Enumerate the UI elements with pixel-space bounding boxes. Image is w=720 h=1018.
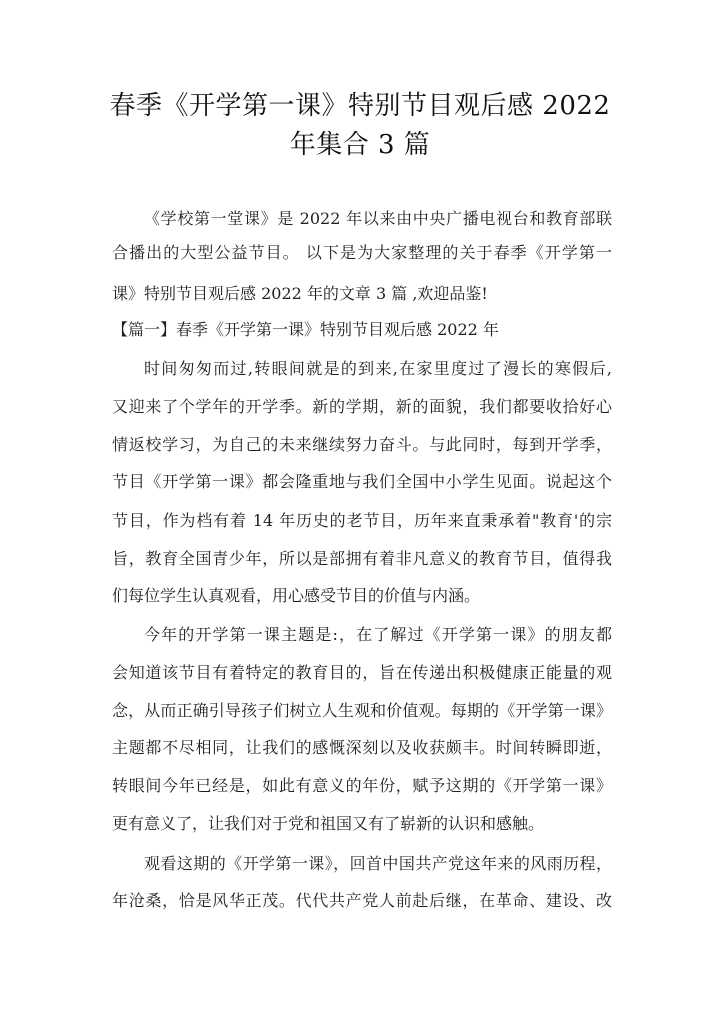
paragraph1-line-4: 节目《开学第一课》都会隆重地与我们全国中小学生见面。说起这个 (112, 472, 612, 491)
paragraph2-line-2: 会知道该节目有着特定的教育目的，旨在传递出积极健康正能量的观 (112, 663, 612, 682)
paragraph2-line-5: 转眼间今年已经是，如此有意义的年份，赋予这期的《开学第一课》 (112, 776, 612, 795)
paragraph3-line-1: 观看这期的《开学第一课》，回首中国共产党这年来的风雨历程， (144, 854, 612, 873)
document-title-line-1: 春季《开学第一课》特别节目观后感 2022 (109, 91, 611, 121)
section-heading: 【篇一】春季《开学第一课》特别节目观后感 2022 年 (112, 320, 499, 339)
paragraph1-line-2: 又迎来了个学年的开学季。新的学期，新的面貌，我们都要收拾好心 (112, 397, 612, 416)
intro-line-2: 合播出的大型公益节目。 以下是为大家整理的关于春季《开学第一 (112, 243, 612, 262)
intro-line-3: 课》特别节目观后感 2022 年的文章 3 篇 ,欢迎品鉴! (112, 284, 488, 303)
paragraph1-line-6: 旨，教育全国青少年，所以是部拥有着非凡意义的教育节目，值得我 (112, 549, 612, 568)
paragraph2-line-1: 今年的开学第一课主题是:，在了解过《开学第一课》的朋友都 (144, 625, 612, 644)
paragraph2-line-3: 念，从而正确引导孩子们树立人生观和价值观。每期的《开学第一课》 (112, 701, 612, 720)
document-title-line-2: 年集合 3 篇 (289, 130, 431, 160)
paragraph2-line-6: 更有意义了，让我们对于党和祖国又有了崭新的认识和感触。 (112, 814, 545, 833)
paragraph1-line-5: 节目，作为档有着 14 年历史的老节目，历年来直秉承着"教育'的宗 (112, 511, 612, 530)
paragraph1-line-3: 情返校学习，为自己的未来继续努力奋斗。与此同时，每到开学季， (112, 435, 612, 454)
paragraph1-line-7: 们每位学生认真观看，用心感受节目的价值与内涵。 (112, 586, 481, 605)
paragraph1-line-1: 时间匆匆而过,转眼间就是的到来,在家里度过了漫长的寒假后, (144, 359, 612, 378)
paragraph2-line-4: 主题都不尽相同，让我们的感慨深刻以及收获颇丰。时间转瞬即逝， (112, 738, 612, 757)
paragraph3-line-2: 年沧桑，恰是风华正茂。代代共产党人前赴后继，在革命、建设、改 (112, 891, 612, 910)
intro-line-1: 《学校第一堂课》是 2022 年以来由中央广播电视台和教育部联 (144, 209, 612, 228)
